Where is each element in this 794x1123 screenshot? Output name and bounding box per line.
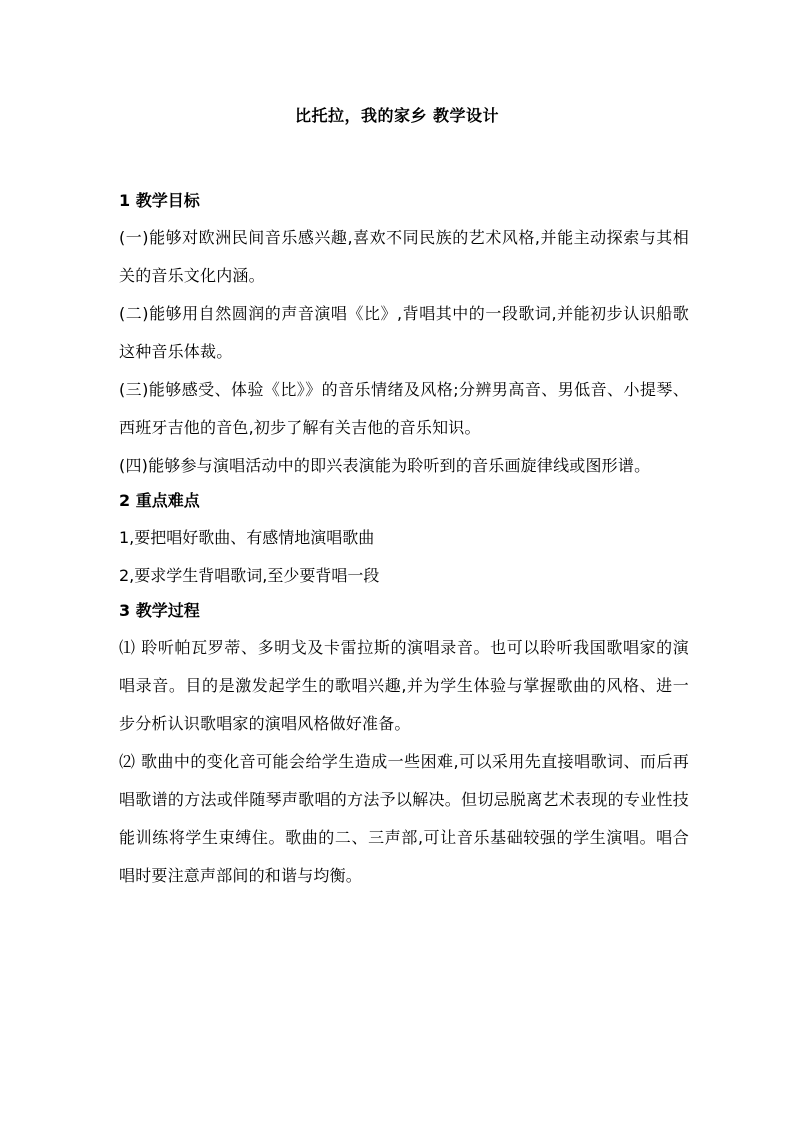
document-title: 比托拉，我的家乡 教学设计 [294,106,500,125]
document-body [119,187,689,895]
section-heading-objectives: 1 教学目标 [119,191,200,210]
key-point-item-2: 2,要求学生背唱歌词,至少要背唱一段 [119,566,380,585]
key-point-item-1: 1,要把唱好歌曲、有感情地演唱歌曲 [119,528,375,547]
objective-item-2: (二)能够用自然圆润的声音演唱《比》,背唱其中的一段歌词,并能初步认识船歌这种音乐体裁。 [119,304,689,361]
section-heading-process: 3 教学过程 [119,601,200,620]
section-heading-key-points: 2 重点难点 [119,491,200,510]
process-item-1: ⑴ 聆听帕瓦罗蒂、多明戈及卡雷拉斯的演唱录音。也可以聆听我国歌唱家的演唱录音。目的是激发起学生的歌唱兴趣,并为学生体验与掌握歌曲的风格、进一步分析认识歌唱家的演唱风格做好准备。 [119,638,689,733]
process-item-2: ⑵ 歌曲中的变化音可能会给学生造成一些困难,可以采用先直接唱歌词、而后再唱歌谱的方法或伴随琴声歌唱的方法予以解决。但切忌脱离艺术表现的专业性技能训练将学生束缚住。歌曲的二、三声部,可让音乐基础较强的学生演唱。唱合唱时要注意声部间的和谐与均衡。 [119,752,689,885]
objective-item-1: (一)能够对欧洲民间音乐感兴趣,喜欢不同民族的艺术风格,并能主动探索与其相关的音乐文化内涵。 [119,228,689,285]
objective-item-3: (三)能够感受、体验《比》》的音乐情绪及风格;分辨男高音、男低音、小提琴、西班牙吉他的音色,初步了解有关吉他的音乐知识。 [119,380,689,437]
objective-item-4: (四)能够参与演唱活动中的即兴表演能为聆听到的音乐画旋律线或图形谱。 [119,456,651,475]
